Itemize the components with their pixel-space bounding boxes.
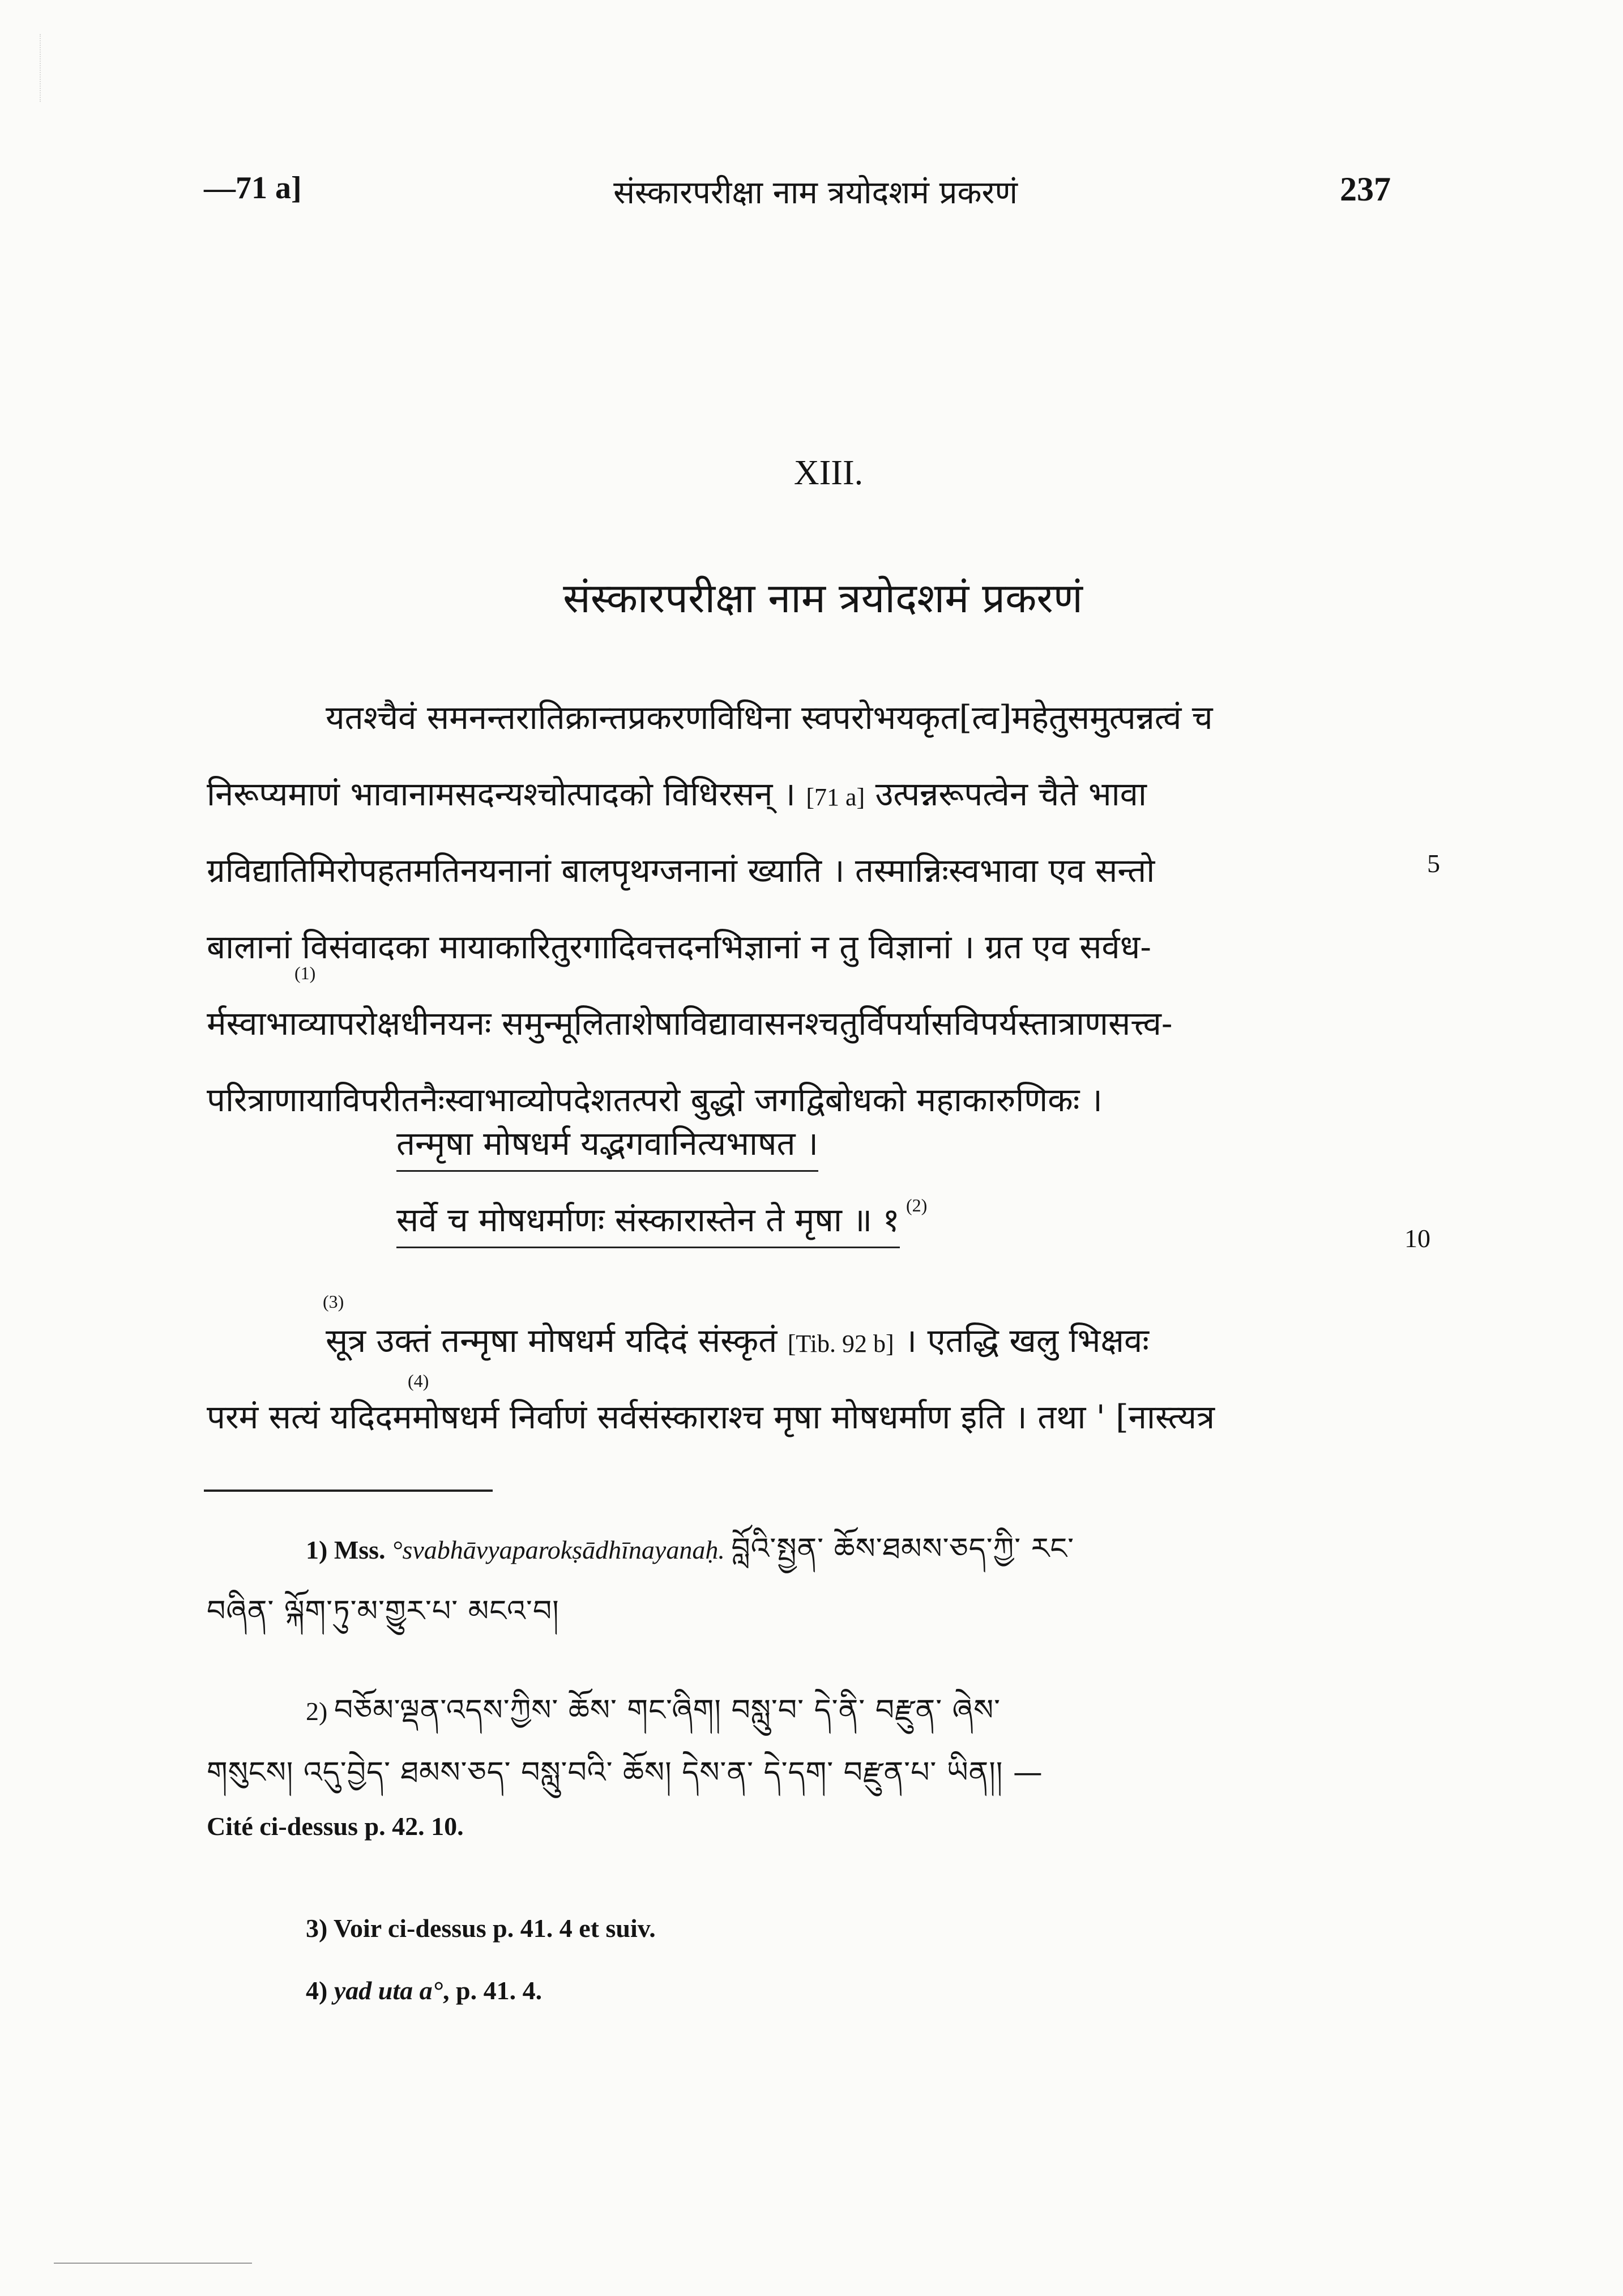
text-span: । एतद्धि खलु भिक्षवः — [904, 1321, 1149, 1360]
mss-label: Mss. — [334, 1535, 386, 1564]
verse-line-1 — [396, 1124, 818, 1172]
footnote-number: 1) — [306, 1535, 328, 1564]
text-line: बालानां विसंवादका मायाकारितुरगादिवत्तदनभिज्ञानां न तु विज्ञानां । ग्रत एव सर्वध- — [207, 928, 1151, 966]
paragraph-1 — [207, 680, 1407, 1138]
text-line: र्मस्वाभाव्यापरोक्षधीनयनः समुन्मूलिताशेषाविद्यावासनश्चतुर्विपर्यासविपर्यस्तात्राणसत्त्व- — [207, 1004, 1173, 1043]
tibetan-folio-marker: [Tib. 92 b] — [787, 1330, 894, 1358]
text-span: सूत्र उक्तं तन्मृषा मोषधर्म यदिदं संस्कृतं — [326, 1321, 778, 1360]
footnote-separator — [204, 1490, 493, 1492]
footnote-line — [207, 1679, 1407, 1742]
superscript-note-1: (1) — [294, 963, 316, 983]
page-number: 237 — [1340, 170, 1391, 208]
variant-reading: yad uta a° — [334, 1976, 443, 2005]
tibetan-text: བློའི་སྤྱན་ ཆོས་ཐམས་ཅད་ཀྱི་ རང་ — [731, 1532, 1075, 1566]
footnote-line — [207, 1580, 1407, 1642]
text-line: ग्रविद्यातिमिरोपहतमतिनयनानां बालपृथग्जनानां ख्याति । तस्मान्निःस्वभावा एव सन्तो — [207, 851, 1155, 890]
text-line: परमं सत्यं यदिदममोषधर्म निर्वाणं सर्वसंस्काराश्च मृषा मोषधर्माण इति । तथा ' [नास्त्यत्र — [207, 1398, 1215, 1436]
running-header-title: संस्कारपरीक्षा नाम त्रयोदशमं प्रकरणं — [613, 174, 1018, 211]
footnote-2 — [207, 1679, 1407, 1849]
footnote-text: , p. 41. 4. — [443, 1976, 543, 2005]
superscript-note-2: (2) — [906, 1195, 928, 1215]
text-line: परित्राणायाविपरीतनैःस्वाभाव्योपदेशतत्परो बुद्धो जगद्विबोधको महाकारुणिकः । — [207, 1081, 1103, 1119]
citation: Cité ci-dessus p. 42. 10. — [207, 1812, 464, 1841]
scan-speckle — [40, 34, 75, 102]
footnote-4 — [207, 1960, 1407, 2022]
line-number-10: 10 — [1404, 1224, 1430, 1253]
footnote-line — [207, 1742, 1407, 1804]
superscript-note-4: (4) — [408, 1371, 429, 1391]
footnote-line — [207, 1960, 1407, 2022]
footnote-line — [207, 1897, 1407, 1960]
tibetan-text: བཅོམ་ལྡན་འདས་ཀྱིས་ ཆོས་ གང་ཞིག། བསླུ་བ་ དེ་ནི་ བརྫུན་ ཞེས་ — [334, 1693, 1001, 1727]
variant-reading: °svabhāvyaparokṣādhīnayanaḥ. — [392, 1535, 725, 1564]
footnote-1 — [207, 1518, 1407, 1642]
folio-marker: [71 a] — [806, 783, 865, 811]
verse-line-2 — [396, 1201, 900, 1248]
footnote-number: 2) — [306, 1697, 328, 1726]
footnote-line — [207, 1518, 1407, 1580]
line-number-5: 5 — [1427, 849, 1440, 878]
footnote-number: 3) — [306, 1914, 328, 1943]
running-header-left: —71 a] — [204, 170, 302, 206]
text-span: निरूप्यमाणं भावानामसदन्यश्चोत्पादको विधिरसन् । — [207, 775, 796, 813]
text-line — [207, 756, 1407, 833]
text-span: उत्पन्नरूपत्वेन चैते भावा — [875, 775, 1147, 813]
text-line — [207, 1303, 1407, 1379]
verse-text: तन्मृषा मोषधर्म यद्भगवानित्यभाषत । — [396, 1127, 818, 1172]
tibetan-text: གསུངས། འདུ་བྱེད་ ཐམས་ཅད་ བསླུ་བའི་ ཆོས། དེས་ན་ དེ་དག་ བརྫུན་པ་ ཡིན།། — — [207, 1756, 1043, 1790]
superscript-note-3: (3) — [323, 1291, 344, 1312]
chapter-number: XIII. — [793, 454, 864, 492]
verse-text: सर्वे च मोषधर्माणः संस्कारास्तेन ते मृषा ॥ १ — [396, 1204, 900, 1248]
footnote-number: 4) — [306, 1976, 328, 2005]
footnote-text: Voir ci-dessus p. 41. 4 et suiv. — [334, 1914, 656, 1943]
text-line: यतश्चैवं समनन्तरातिक्रान्तप्रकरणविधिना स्वपरोभयकृत[त्व]महेतुसमुत्पन्नत्वं च — [326, 698, 1213, 737]
tibetan-text: བཞིན་ ལྐོག་ཏུ་མ་གྱུར་པ་ མངའ་བ། — [207, 1594, 559, 1628]
paragraph-2 — [207, 1303, 1407, 1456]
scan-edge-line — [54, 2263, 252, 2264]
chapter-title: संस्कारपरीक्षा नाम त्रयोदशमं प्रकरणं — [563, 574, 1083, 622]
footnote-3 — [207, 1897, 1407, 1960]
